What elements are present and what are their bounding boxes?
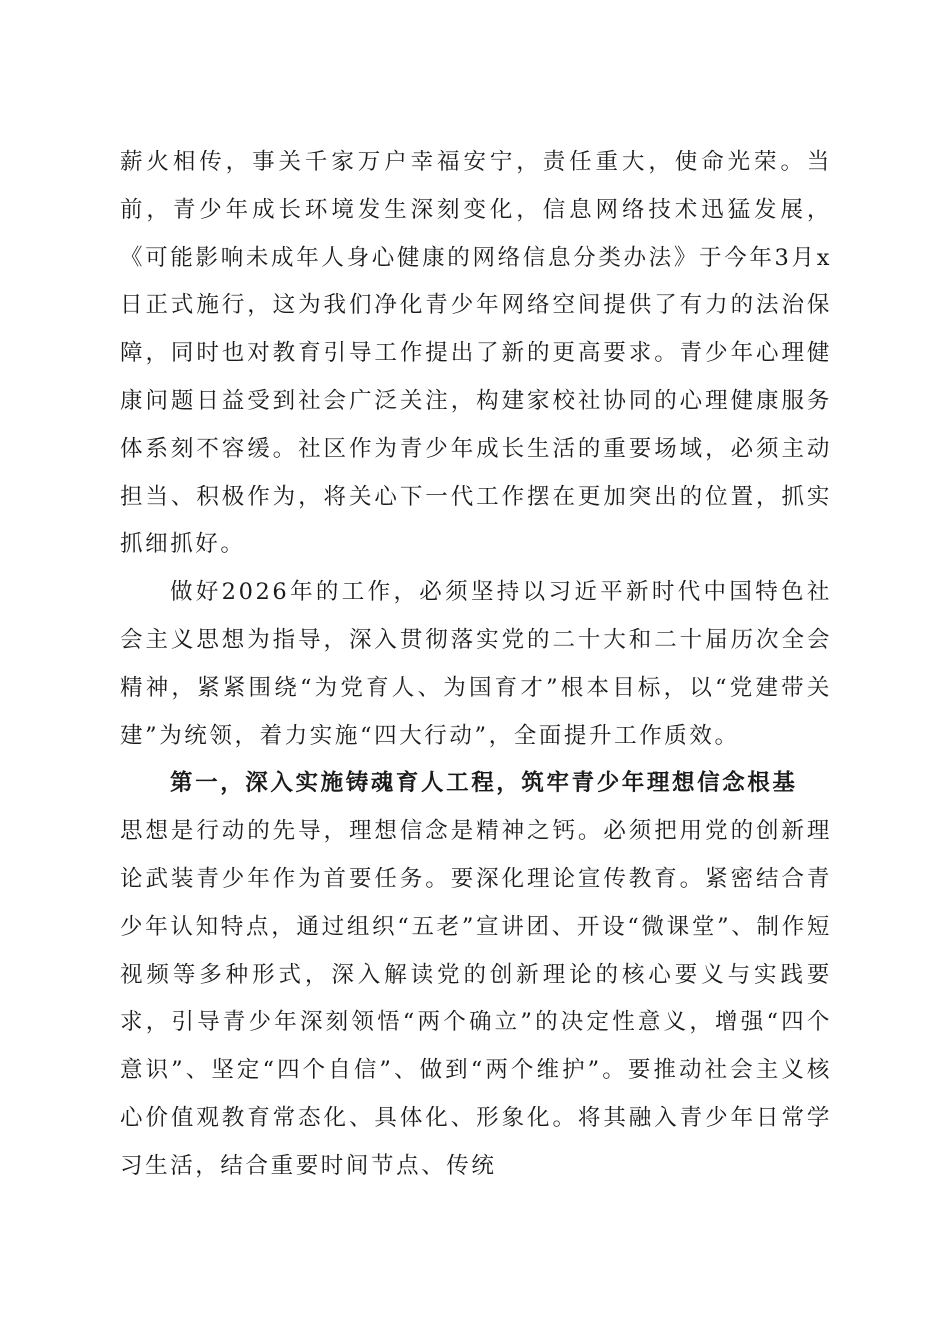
section-heading: 第一，深入实施铸魂育人工程，筑牢青少年理想信念根基 (170, 770, 798, 797)
paragraph-overview: 做好2026年的工作，必须坚持以习近平新时代中国特色社会主义思想为指导，深入贯彻落实党的二十大和二十届历次全会精神，紧紧围绕“为党育人、为国育才”根本目标，以“党建带关建”为统领，着力实施“四大行动”，全面提升工作质效。 (120, 579, 832, 749)
document-body (120, 139, 832, 1191)
paragraph-continuation: 薪火相传，事关千家万户幸福安宁，责任重大，使命光荣。当前，青少年成长环境发生深刻变化，信息网络技术迅猛发展，《可能影响未成年人身心健康的网络信息分类办法》于今年3月x日正式施行，这为我们净化青少年网络空间提供了有力的法治保障，同时也对教育引导工作提出了新的更高要求。青少年心理健康问题日益受到社会广泛关注，构建家校社协同的心理健康服务体系刻不容缓。社区作为青少年成长生活的重要场域，必须主动担当、积极作为，将关心下一代工作摆在更加突出的位置，抓实抓细抓好。 (120, 149, 832, 558)
section-one (120, 760, 832, 1190)
section-body: 思想是行动的先导，理想信念是精神之钙。必须把用党的创新理论武装青少年作为首要任务。要深化理论宣传教育。紧密结合青少年认知特点，通过组织“五老”宣讲团、开设“微课堂”、制作短视频等多种形式，深入解读党的创新理论的核心要义与实践要求，引导青少年深刻领悟“两个确立”的决定性意义，增强“四个意识”、坚定“四个自信”、做到“两个维护”。要推动社会主义核心价值观教育常态化、具体化、形象化。将其融入青少年日常学习生活，结合重要时间节点、传统 (120, 818, 832, 1179)
